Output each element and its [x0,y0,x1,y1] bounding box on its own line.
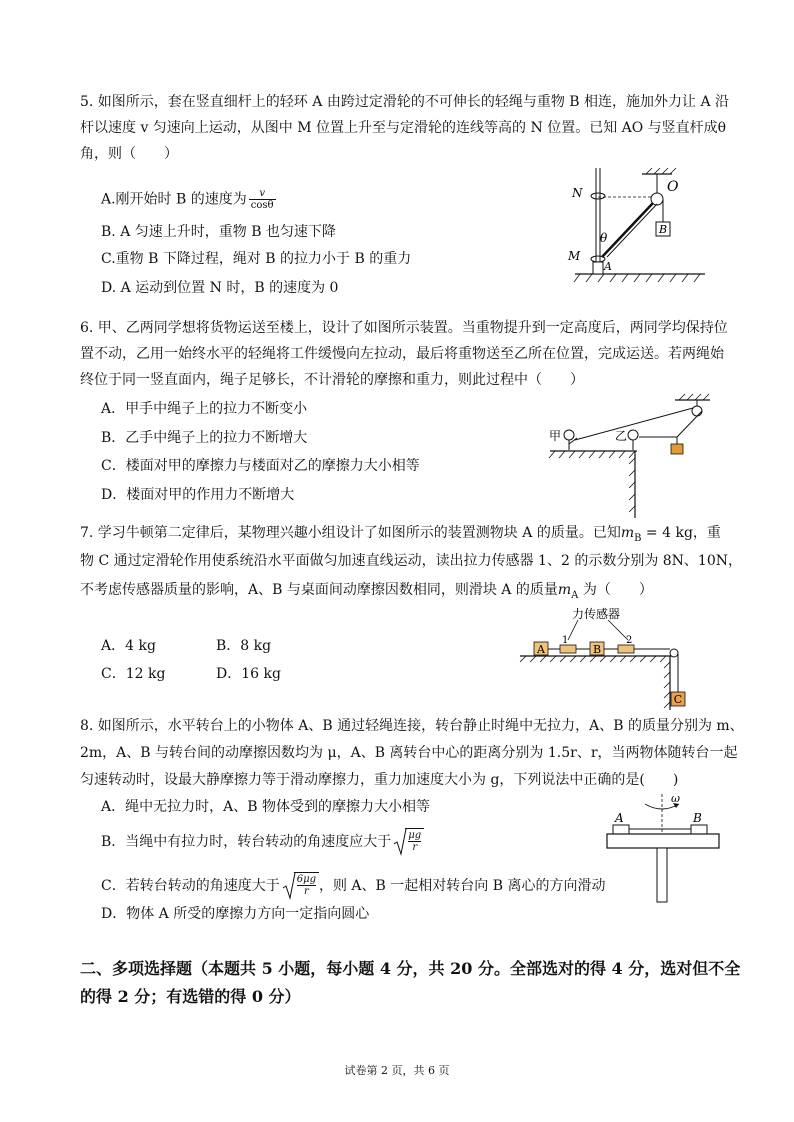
section-2-heading-line-1: 二、多项选择题（本题共 5 小题，每小题 4 分，共 20 分。全部选对的得 4 分，选对但不全 [80,959,741,978]
q6-figure [545,396,715,521]
q5-fig-label-n: N [572,186,583,200]
q7-fig-label-sensor-2: 2 [626,635,633,646]
q8-figure [605,792,723,904]
q7-stem-line-3: 不考虑传感器质量的影响，A、B 与桌面间动摩擦因数相同，则滑块 A 的质量$m_A$ 为（ ） [80,582,653,601]
q8-fig-label-a: A [615,811,624,825]
q7-fig-label-a: A [537,643,545,656]
q5-fig-label-m: M [568,249,581,263]
q7-fig-label-sensor-1: 1 [562,635,569,646]
q6-option-c: C．楼面对甲的摩擦力与楼面对乙的摩擦力大小相等 [101,458,420,474]
q8-fig-label-omega: ω [671,792,680,805]
q5-option-d: D. A 运动到位置 N 时，B 的速度为 0 [101,280,339,296]
q5-fig-label-o: O [667,179,679,195]
q8-fig-label-b: B [693,811,702,825]
q5-stem-line-3: 角，则（ ） [80,146,178,162]
page-footer: 试卷第 2 页，共 6 页 [344,1064,450,1077]
q8-option-c-sqrt: $\frac{6\mu g}{r}$ [282,872,319,900]
q5-fig-label-theta: θ [600,231,608,245]
q8-option-c: C．若转台转动的角速度大于 $\frac{6\mu g}{r}$ ，则 A、B 一起相对转台向 B 离心的方向滑动 [101,872,605,900]
q8-option-b: B．当绳中有拉力时，转台转动的角速度应大于 $\frac{\mu g}{r}$ [101,828,424,856]
q6-option-b: B．乙手中绳子上的拉力不断增大 [101,430,308,446]
q6-fig-label-jia: 甲 [549,429,562,443]
q5-option-a: A.刚开始时 B 的速度为 $\frac{v}{\cos\theta}$ [101,188,274,211]
q7-option-d: D．16 kg [216,666,281,682]
q7-fig-label-c: C [673,693,683,706]
q5-option-b: B. A 匀速上升时，重物 B 也匀速下降 [101,224,336,240]
q6-stem-line-2: 置不动，乙用一始终水平的轻绳将工件缓慢向左拉动，最后将重物送至乙所在位置，完成运送。若两绳始 [80,346,724,362]
q6-stem-line-1: 6. 甲、乙两同学想将货物运送至楼上，设计了如图所示装置。当重物提升到一定高度后，两同学均保持位 [80,320,728,336]
q6-option-a: A．甲手中绳子上的拉力不断变小 [101,401,308,417]
q7-fig-label-sensor: 力传感器 [572,607,621,621]
q8-option-d: D．物体 A 所受的摩擦力方向一定指向圆心 [101,906,370,922]
q7-option-c: C．12 kg [101,666,166,682]
q7-option-b: B．8 kg [216,638,272,654]
q6-fig-label-yi: 乙 [615,429,628,443]
q5-stem-line-1: 5. 如图所示，套在竖直细杆上的轻环 A 由跨过定滑轮的不可伸长的轻绳与重物 B 相连，施加外力让 A 沿 [80,94,730,110]
q8-stem-line-2: 2m，A、B 与转台间的动摩擦因数均为 μ，A、B 离转台中心的距离分别为 1.5r、r，当两物体随转台一起 [80,745,738,761]
q7-stem-line-2: 物 C 通过定滑轮作用使系统沿水平面做匀加速直线运动，读出拉力传感器 1、2 的示数分别为 8N、10N， [80,553,742,569]
q8-option-a: A．绳中无拉力时，A、B 物体受到的摩擦力大小相等 [101,799,430,815]
q5-stem-line-2: 杆以速度 v 匀速向上运动，从图中 M 位置上升至与定滑轮的连线等高的 N 位置。已知 AO 与竖直杆成θ [80,120,727,136]
q7-stem-line-1: 7. 学习牛顿第二定律后，某物理兴趣小组设计了如图所示的装置测物块 A 的质量。已知$m_B = 4$ kg，重 [80,525,721,544]
q8-stem-line-3: 匀速转动时，设最大静摩擦力等于滑动摩擦力，重力加速度大小为 g，下列说法中正确的是( ) [80,772,679,788]
q5-option-c: C.重物 B 下降过程，绳对 B 的拉力小于 B 的重力 [101,251,412,267]
q5-option-a-fraction: $\frac{v}{\cos\theta}$ [250,188,274,211]
q6-option-d: D．楼面对甲的作用力不断增大 [101,487,295,503]
q5-figure [560,166,710,286]
q7-option-a: A．4 kg [101,638,156,654]
section-2-heading-line-2: 的得 2 分；有选错的得 0 分） [80,987,301,1006]
q8-option-b-sqrt: $\frac{\mu g}{r}$ [393,828,424,856]
q7-fig-label-b: B [592,643,602,656]
q7-figure [518,606,693,711]
q6-stem-line-3: 终位于同一竖直面内，绳子足够长，不计滑轮的摩擦和重力，则此过程中（ ） [80,372,584,388]
q8-stem-line-1: 8. 如图所示，水平转台上的小物体 A、B 通过轻绳连接，转台静止时绳中无拉力，A、B 的质量分别为 m、 [80,718,744,734]
q5-fig-label-b: B [658,223,668,236]
q5-fig-label-a: A [604,260,612,273]
